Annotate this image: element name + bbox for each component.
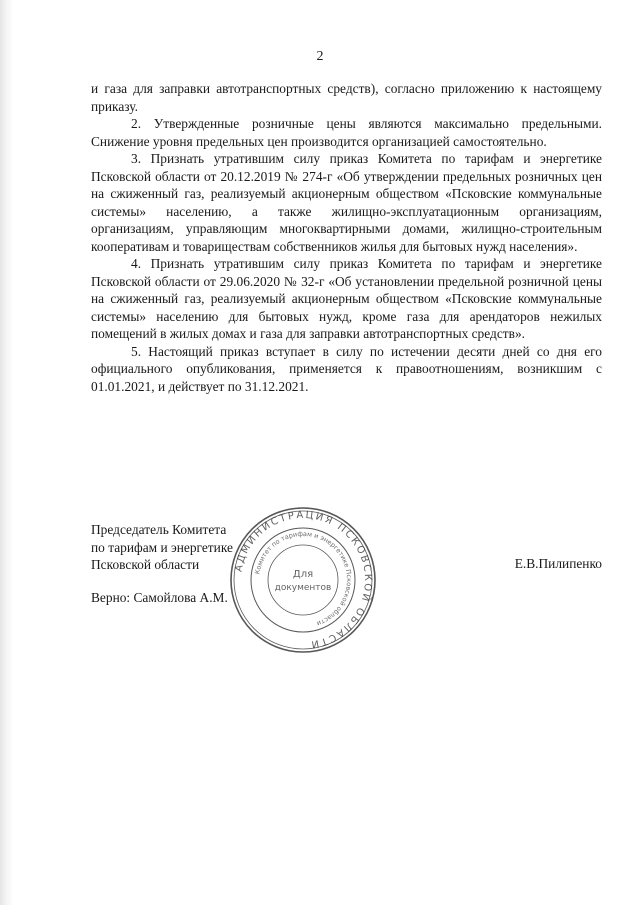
seal-center-line-2: документов — [274, 583, 332, 593]
certified-copy-note: Верно: Самойлова А.М. — [91, 590, 228, 605]
scan-edge-shadow — [0, 0, 14, 905]
paragraph-continuation: и газа для заправки автотранспортных средств), согласно приложению к настоящему приказу. — [91, 81, 602, 114]
signatory-name: Е.В.Пилипенко — [514, 556, 602, 571]
signatory-title-line-2: по тарифам и энергетике — [91, 539, 233, 555]
official-seal-stamp — [228, 505, 378, 655]
signatory-title — [91, 521, 233, 574]
seal-inner-text: Комитет по тарифам и энергетике Псковской области — [253, 529, 354, 628]
signatory-title-line-3: Псковской области — [91, 557, 200, 572]
seal-center-line-1: Для — [292, 569, 314, 580]
seal-outer-text: АДМИНИСТРАЦИЯ ПСКОВСКОЙ ОБЛАСТИ — [233, 509, 374, 650]
page-number: 2 — [316, 49, 324, 64]
signatory-title-line-1: Председатель Комитета — [91, 522, 227, 537]
paragraph-5: 5. Настоящий приказ вступает в силу по истечении десяти дней со дня его официального опубликования, применяется к правоотношениям, возникшим с 01.01.2021, и действует по 31.12.2021. — [91, 343, 602, 394]
paragraph-2: 2. Утвержденные розничные цены являются максимально предельными. Снижение уровня предельных цен производится организацией самостоятельно. — [91, 116, 602, 149]
paragraph-4: 4. Признать утратившим силу приказ Комитета по тарифам и энергетике Псковской области от 29.06.2020 № 32-г «Об установлении предельной розничной цены на сжиженный газ, реализуемый акционерным обществом «Псковские коммунальные системы» населению для бытовых нужд, кроме газа для арендаторов нежилых помещений в жилых домах и газа для заправки автотранспортных средств». — [91, 256, 602, 341]
paragraph-3: 3. Признать утратившим силу приказ Комитета по тарифам и энергетике Псковской области от 20.12.2019 № 274-г «Об утверждении предельных розничных цен на сжиженный газ, реализуемый акционерным обществом «Псковские коммунальные системы» населению, а также жилищно-эксплуатационным организациям, организациям, управляющим многоквартирными домами, жилищно-строительным кооперативам и товариществам собственников жилья для бытовых нужд населения». — [91, 151, 602, 254]
seal-graphic — [228, 505, 378, 655]
document-body — [91, 80, 602, 395]
